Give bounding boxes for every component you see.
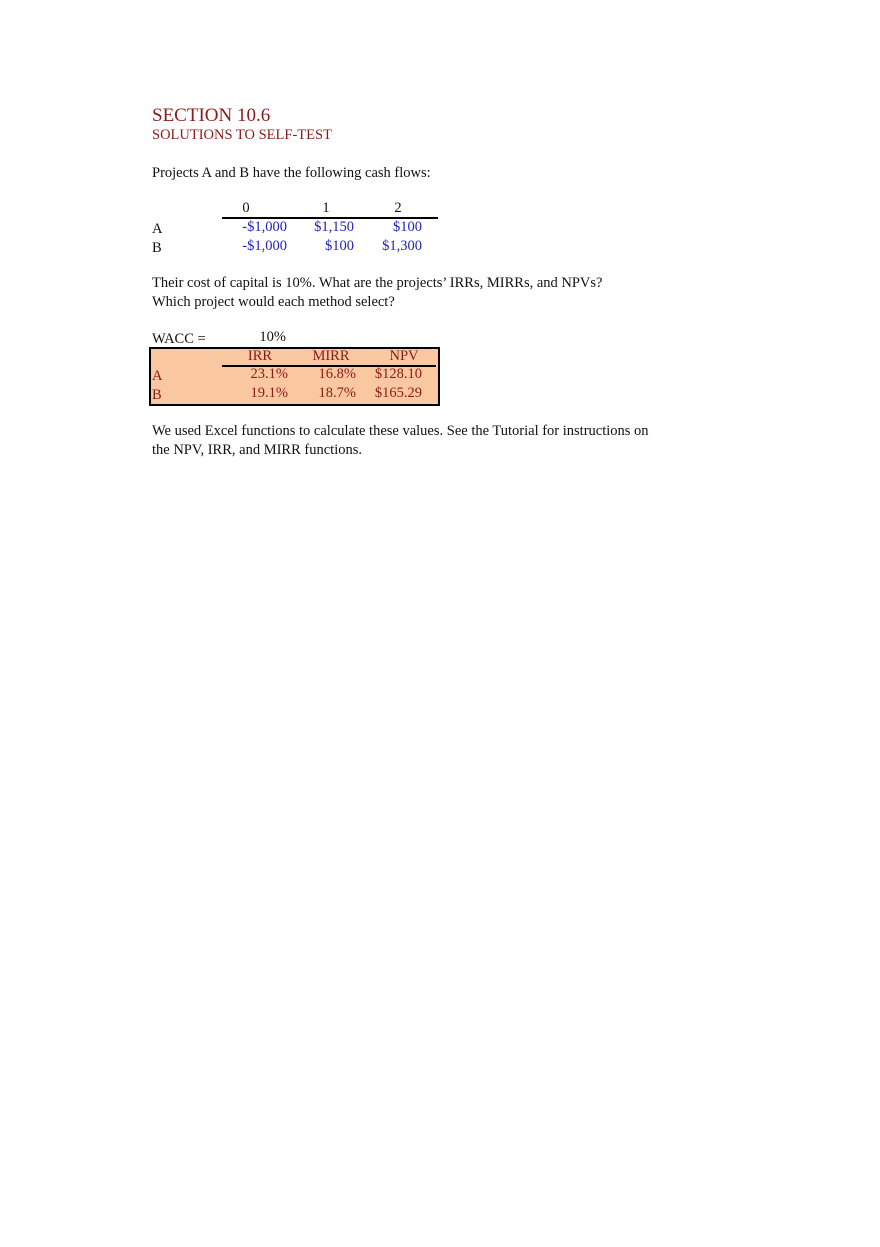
note-line-1: We used Excel functions to calculate these values. See the Tutorial for instructions on — [152, 423, 649, 439]
results-b-npv: $165.29 — [374, 385, 422, 401]
results-row-label-b: B — [152, 387, 162, 403]
results-a-npv: $128.10 — [374, 366, 422, 382]
period-header-1: 1 — [322, 200, 330, 216]
results-header-irr: IRR — [247, 348, 273, 364]
cash-flow-b-2: $1,300 — [382, 238, 422, 254]
question-line-1: Their cost of capital is 10%. What are the projects’ IRRs, MIRRs, and NPVs? — [152, 275, 603, 291]
period-header-2: 2 — [394, 200, 402, 216]
cash-flow-b-1: $100 — [325, 238, 354, 254]
results-b-mirr: 18.7% — [318, 385, 356, 401]
cash-flow-a-2: $100 — [393, 219, 422, 235]
results-b-irr: 19.1% — [250, 385, 288, 401]
intro-text: Projects A and B have the following cash flows: — [152, 165, 431, 181]
results-header-npv: NPV — [389, 348, 419, 364]
row-label-b: B — [152, 240, 162, 256]
results-row-label-a: A — [152, 368, 163, 384]
row-label-a: A — [152, 221, 163, 237]
note-line-2: the NPV, IRR, and MIRR functions. — [152, 442, 362, 458]
cash-flow-a-0: -$1,000 — [242, 219, 287, 235]
cash-flow-b-0: -$1,000 — [242, 238, 287, 254]
results-a-irr: 23.1% — [250, 366, 288, 382]
cash-flow-a-1: $1,150 — [314, 219, 354, 235]
wacc-value: 10% — [259, 329, 286, 345]
section-subtitle: SOLUTIONS TO SELF-TEST — [152, 127, 332, 143]
period-header-0: 0 — [242, 200, 250, 216]
question-line-2: Which project would each method select? — [152, 294, 395, 310]
wacc-label: WACC = — [152, 331, 206, 347]
section-title: SECTION 10.6 — [152, 105, 271, 126]
results-a-mirr: 16.8% — [318, 366, 356, 382]
results-header-mirr: MIRR — [312, 348, 350, 364]
